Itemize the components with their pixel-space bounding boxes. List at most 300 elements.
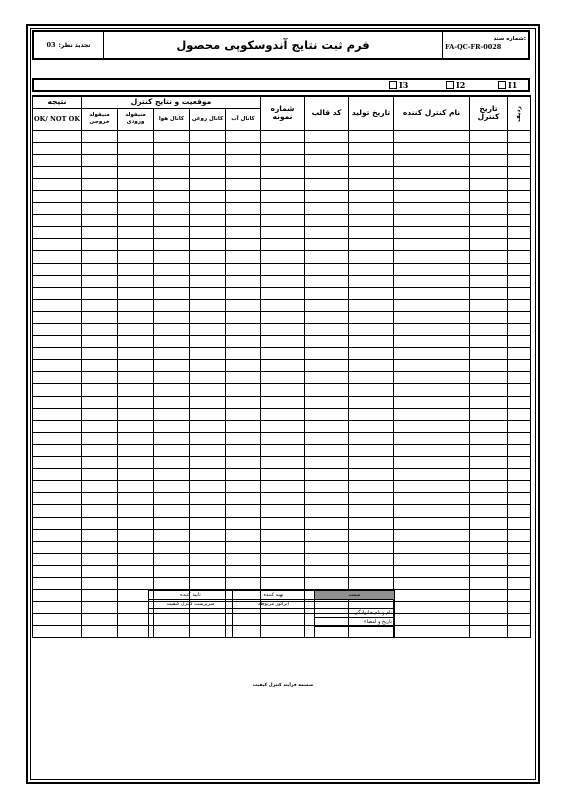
- table-cell[interactable]: [154, 481, 190, 493]
- table-cell[interactable]: [470, 577, 508, 589]
- table-cell[interactable]: [305, 481, 349, 493]
- table-cell[interactable]: [154, 432, 190, 444]
- table-cell[interactable]: [190, 432, 226, 444]
- table-cell[interactable]: [118, 444, 154, 456]
- table-cell[interactable]: [190, 203, 226, 215]
- table-cell[interactable]: [82, 190, 118, 202]
- table-cell[interactable]: [349, 420, 394, 432]
- table-cell[interactable]: [82, 602, 118, 614]
- table-cell[interactable]: [33, 239, 82, 251]
- table-cell[interactable]: [190, 227, 226, 239]
- table-cell[interactable]: [154, 203, 190, 215]
- table-cell[interactable]: [226, 408, 261, 420]
- table-cell[interactable]: [261, 166, 305, 178]
- table-cell[interactable]: [394, 517, 470, 529]
- table-cell[interactable]: [261, 142, 305, 154]
- table-cell[interactable]: [508, 166, 531, 178]
- table-cell[interactable]: [305, 142, 349, 154]
- table-cell[interactable]: [154, 408, 190, 420]
- table-cell[interactable]: [394, 154, 470, 166]
- table-cell[interactable]: [33, 227, 82, 239]
- table-cell[interactable]: [226, 444, 261, 456]
- table-cell[interactable]: [226, 432, 261, 444]
- table-cell[interactable]: [190, 408, 226, 420]
- table-cell[interactable]: [305, 130, 349, 142]
- table-cell[interactable]: [470, 142, 508, 154]
- table-cell[interactable]: [190, 275, 226, 287]
- table-cell[interactable]: [470, 432, 508, 444]
- table-cell[interactable]: [33, 287, 82, 299]
- table-cell[interactable]: [305, 324, 349, 336]
- table-cell[interactable]: [305, 505, 349, 517]
- table-cell[interactable]: [305, 263, 349, 275]
- table-cell[interactable]: [118, 408, 154, 420]
- table-cell[interactable]: [305, 577, 349, 589]
- table-cell[interactable]: [33, 396, 82, 408]
- table-cell[interactable]: [394, 444, 470, 456]
- table-cell[interactable]: [349, 227, 394, 239]
- table-cell[interactable]: [154, 142, 190, 154]
- table-cell[interactable]: [261, 311, 305, 323]
- table-cell[interactable]: [470, 203, 508, 215]
- table-cell[interactable]: [190, 336, 226, 348]
- table-cell[interactable]: [470, 263, 508, 275]
- table-cell[interactable]: [226, 577, 261, 589]
- table-cell[interactable]: [82, 529, 118, 541]
- table-cell[interactable]: [508, 130, 531, 142]
- table-cell[interactable]: [82, 481, 118, 493]
- table-cell[interactable]: [190, 396, 226, 408]
- table-cell[interactable]: [261, 190, 305, 202]
- table-cell[interactable]: [394, 481, 470, 493]
- table-cell[interactable]: [118, 469, 154, 481]
- table-cell[interactable]: [349, 529, 394, 541]
- table-cell[interactable]: [305, 239, 349, 251]
- table-cell[interactable]: [508, 203, 531, 215]
- table-cell[interactable]: [118, 311, 154, 323]
- table-cell[interactable]: [470, 299, 508, 311]
- table-cell[interactable]: [33, 215, 82, 227]
- table-cell[interactable]: [190, 142, 226, 154]
- table-cell[interactable]: [394, 614, 470, 626]
- table-cell[interactable]: [118, 227, 154, 239]
- table-cell[interactable]: [154, 420, 190, 432]
- table-cell[interactable]: [349, 360, 394, 372]
- table-cell[interactable]: [33, 348, 82, 360]
- table-cell[interactable]: [261, 299, 305, 311]
- table-cell[interactable]: [154, 275, 190, 287]
- table-cell[interactable]: [154, 529, 190, 541]
- table-cell[interactable]: [305, 166, 349, 178]
- table-cell[interactable]: [82, 251, 118, 263]
- table-cell[interactable]: [508, 239, 531, 251]
- table-cell[interactable]: [305, 457, 349, 469]
- table-cell[interactable]: [118, 432, 154, 444]
- table-cell[interactable]: [118, 348, 154, 360]
- table-cell[interactable]: [82, 517, 118, 529]
- table-cell[interactable]: [118, 299, 154, 311]
- table-cell[interactable]: [349, 251, 394, 263]
- table-cell[interactable]: [33, 299, 82, 311]
- table-cell[interactable]: [82, 348, 118, 360]
- table-cell[interactable]: [394, 360, 470, 372]
- table-cell[interactable]: [190, 457, 226, 469]
- table-cell[interactable]: [508, 348, 531, 360]
- table-cell[interactable]: [154, 541, 190, 553]
- table-cell[interactable]: [82, 505, 118, 517]
- table-cell[interactable]: [394, 251, 470, 263]
- table-cell[interactable]: [394, 287, 470, 299]
- table-cell[interactable]: [118, 481, 154, 493]
- table-cell[interactable]: [349, 481, 394, 493]
- table-cell[interactable]: [190, 384, 226, 396]
- table-cell[interactable]: [394, 142, 470, 154]
- table-cell[interactable]: [33, 130, 82, 142]
- table-cell[interactable]: [261, 203, 305, 215]
- table-cell[interactable]: [82, 432, 118, 444]
- table-cell[interactable]: [394, 590, 470, 602]
- table-cell[interactable]: [394, 336, 470, 348]
- table-cell[interactable]: [470, 336, 508, 348]
- table-cell[interactable]: [508, 626, 531, 638]
- table-cell[interactable]: [470, 614, 508, 626]
- table-cell[interactable]: [508, 553, 531, 565]
- table-cell[interactable]: [33, 432, 82, 444]
- table-cell[interactable]: [394, 299, 470, 311]
- table-cell[interactable]: [33, 541, 82, 553]
- table-cell[interactable]: [154, 493, 190, 505]
- table-cell[interactable]: [508, 408, 531, 420]
- table-cell[interactable]: [305, 215, 349, 227]
- table-cell[interactable]: [226, 203, 261, 215]
- table-cell[interactable]: [394, 529, 470, 541]
- table-cell[interactable]: [154, 457, 190, 469]
- table-cell[interactable]: [305, 190, 349, 202]
- table-cell[interactable]: [508, 384, 531, 396]
- table-cell[interactable]: [82, 457, 118, 469]
- table-cell[interactable]: [33, 203, 82, 215]
- table-cell[interactable]: [261, 469, 305, 481]
- checkbox-i3[interactable]: [389, 81, 397, 89]
- table-cell[interactable]: [261, 396, 305, 408]
- table-cell[interactable]: [508, 275, 531, 287]
- table-cell[interactable]: [118, 287, 154, 299]
- table-cell[interactable]: [118, 505, 154, 517]
- table-cell[interactable]: [33, 311, 82, 323]
- table-cell[interactable]: [226, 493, 261, 505]
- table-cell[interactable]: [261, 505, 305, 517]
- table-cell[interactable]: [226, 420, 261, 432]
- table-cell[interactable]: [33, 590, 82, 602]
- table-cell[interactable]: [508, 481, 531, 493]
- table-cell[interactable]: [154, 154, 190, 166]
- table-cell[interactable]: [190, 565, 226, 577]
- table-cell[interactable]: [508, 469, 531, 481]
- table-cell[interactable]: [305, 251, 349, 263]
- table-cell[interactable]: [394, 493, 470, 505]
- table-cell[interactable]: [226, 239, 261, 251]
- table-cell[interactable]: [261, 517, 305, 529]
- table-cell[interactable]: [508, 142, 531, 154]
- table-cell[interactable]: [190, 493, 226, 505]
- table-cell[interactable]: [305, 287, 349, 299]
- table-cell[interactable]: [261, 336, 305, 348]
- table-cell[interactable]: [261, 529, 305, 541]
- table-cell[interactable]: [154, 130, 190, 142]
- table-cell[interactable]: [118, 384, 154, 396]
- table-cell[interactable]: [190, 154, 226, 166]
- table-cell[interactable]: [470, 457, 508, 469]
- table-cell[interactable]: [226, 529, 261, 541]
- table-cell[interactable]: [33, 336, 82, 348]
- table-cell[interactable]: [470, 469, 508, 481]
- table-cell[interactable]: [349, 336, 394, 348]
- table-cell[interactable]: [226, 553, 261, 565]
- table-cell[interactable]: [349, 263, 394, 275]
- table-cell[interactable]: [190, 469, 226, 481]
- table-cell[interactable]: [508, 444, 531, 456]
- table-cell[interactable]: [394, 166, 470, 178]
- table-cell[interactable]: [226, 154, 261, 166]
- table-cell[interactable]: [394, 203, 470, 215]
- table-cell[interactable]: [508, 372, 531, 384]
- table-cell[interactable]: [394, 553, 470, 565]
- table-cell[interactable]: [508, 457, 531, 469]
- table-cell[interactable]: [508, 602, 531, 614]
- table-cell[interactable]: [190, 348, 226, 360]
- table-cell[interactable]: [305, 565, 349, 577]
- table-cell[interactable]: [261, 408, 305, 420]
- table-cell[interactable]: [190, 372, 226, 384]
- table-cell[interactable]: [508, 565, 531, 577]
- table-cell[interactable]: [226, 384, 261, 396]
- table-cell[interactable]: [305, 432, 349, 444]
- table-cell[interactable]: [226, 251, 261, 263]
- table-cell[interactable]: [118, 239, 154, 251]
- table-cell[interactable]: [33, 360, 82, 372]
- table-cell[interactable]: [33, 457, 82, 469]
- table-cell[interactable]: [118, 251, 154, 263]
- table-cell[interactable]: [118, 541, 154, 553]
- table-cell[interactable]: [154, 178, 190, 190]
- table-cell[interactable]: [349, 372, 394, 384]
- table-cell[interactable]: [394, 602, 470, 614]
- table-cell[interactable]: [190, 239, 226, 251]
- table-cell[interactable]: [226, 130, 261, 142]
- table-cell[interactable]: [261, 324, 305, 336]
- table-cell[interactable]: [394, 130, 470, 142]
- table-cell[interactable]: [349, 505, 394, 517]
- table-cell[interactable]: [82, 444, 118, 456]
- table-cell[interactable]: [470, 505, 508, 517]
- sig-approved-name[interactable]: [149, 609, 233, 638]
- table-cell[interactable]: [394, 469, 470, 481]
- table-cell[interactable]: [305, 227, 349, 239]
- line-option-i1[interactable]: [498, 80, 517, 90]
- table-cell[interactable]: [305, 553, 349, 565]
- table-cell[interactable]: [261, 287, 305, 299]
- table-cell[interactable]: [33, 493, 82, 505]
- table-cell[interactable]: [190, 541, 226, 553]
- table-cell[interactable]: [261, 348, 305, 360]
- table-cell[interactable]: [470, 444, 508, 456]
- table-cell[interactable]: [305, 311, 349, 323]
- table-cell[interactable]: [470, 384, 508, 396]
- table-cell[interactable]: [394, 372, 470, 384]
- table-cell[interactable]: [508, 324, 531, 336]
- table-cell[interactable]: [190, 529, 226, 541]
- table-cell[interactable]: [470, 166, 508, 178]
- table-cell[interactable]: [82, 590, 118, 602]
- table-cell[interactable]: [261, 275, 305, 287]
- table-cell[interactable]: [154, 577, 190, 589]
- table-cell[interactable]: [349, 287, 394, 299]
- table-cell[interactable]: [82, 541, 118, 553]
- table-cell[interactable]: [82, 130, 118, 142]
- table-cell[interactable]: [118, 178, 154, 190]
- table-cell[interactable]: [226, 263, 261, 275]
- table-cell[interactable]: [349, 577, 394, 589]
- table-cell[interactable]: [470, 420, 508, 432]
- table-cell[interactable]: [154, 311, 190, 323]
- table-cell[interactable]: [261, 227, 305, 239]
- table-cell[interactable]: [305, 336, 349, 348]
- table-cell[interactable]: [394, 577, 470, 589]
- table-cell[interactable]: [261, 420, 305, 432]
- table-cell[interactable]: [470, 493, 508, 505]
- table-cell[interactable]: [508, 590, 531, 602]
- table-cell[interactable]: [154, 227, 190, 239]
- table-cell[interactable]: [508, 505, 531, 517]
- table-cell[interactable]: [33, 142, 82, 154]
- table-cell[interactable]: [154, 190, 190, 202]
- table-cell[interactable]: [305, 360, 349, 372]
- table-cell[interactable]: [33, 469, 82, 481]
- table-cell[interactable]: [82, 227, 118, 239]
- table-cell[interactable]: [190, 215, 226, 227]
- table-cell[interactable]: [190, 299, 226, 311]
- table-cell[interactable]: [349, 190, 394, 202]
- table-cell[interactable]: [118, 190, 154, 202]
- table-cell[interactable]: [118, 517, 154, 529]
- table-cell[interactable]: [349, 384, 394, 396]
- table-cell[interactable]: [305, 493, 349, 505]
- table-cell[interactable]: [349, 311, 394, 323]
- table-cell[interactable]: [470, 287, 508, 299]
- table-cell[interactable]: [154, 299, 190, 311]
- table-cell[interactable]: [82, 275, 118, 287]
- table-cell[interactable]: [349, 493, 394, 505]
- table-cell[interactable]: [261, 360, 305, 372]
- table-cell[interactable]: [226, 541, 261, 553]
- table-cell[interactable]: [118, 154, 154, 166]
- table-cell[interactable]: [118, 142, 154, 154]
- table-cell[interactable]: [508, 251, 531, 263]
- table-cell[interactable]: [190, 481, 226, 493]
- table-cell[interactable]: [470, 215, 508, 227]
- table-cell[interactable]: [261, 457, 305, 469]
- table-cell[interactable]: [33, 553, 82, 565]
- table-cell[interactable]: [394, 275, 470, 287]
- table-cell[interactable]: [349, 457, 394, 469]
- table-cell[interactable]: [154, 396, 190, 408]
- table-cell[interactable]: [33, 529, 82, 541]
- table-cell[interactable]: [190, 287, 226, 299]
- table-cell[interactable]: [394, 626, 470, 638]
- table-cell[interactable]: [349, 517, 394, 529]
- table-cell[interactable]: [190, 263, 226, 275]
- table-cell[interactable]: [508, 614, 531, 626]
- table-cell[interactable]: [118, 336, 154, 348]
- table-cell[interactable]: [261, 372, 305, 384]
- table-cell[interactable]: [349, 408, 394, 420]
- table-cell[interactable]: [190, 324, 226, 336]
- table-cell[interactable]: [226, 360, 261, 372]
- table-cell[interactable]: [349, 444, 394, 456]
- table-cell[interactable]: [261, 239, 305, 251]
- table-cell[interactable]: [470, 565, 508, 577]
- table-cell[interactable]: [394, 324, 470, 336]
- table-cell[interactable]: [154, 287, 190, 299]
- table-cell[interactable]: [226, 517, 261, 529]
- table-cell[interactable]: [226, 287, 261, 299]
- table-cell[interactable]: [82, 396, 118, 408]
- table-cell[interactable]: [226, 396, 261, 408]
- table-cell[interactable]: [349, 469, 394, 481]
- checkbox-i1[interactable]: [498, 81, 506, 89]
- table-cell[interactable]: [508, 227, 531, 239]
- table-cell[interactable]: [394, 396, 470, 408]
- table-cell[interactable]: [508, 360, 531, 372]
- table-cell[interactable]: [470, 154, 508, 166]
- table-cell[interactable]: [118, 130, 154, 142]
- table-cell[interactable]: [33, 372, 82, 384]
- table-cell[interactable]: [118, 166, 154, 178]
- table-cell[interactable]: [33, 444, 82, 456]
- table-cell[interactable]: [508, 396, 531, 408]
- table-cell[interactable]: [154, 360, 190, 372]
- table-cell[interactable]: [226, 275, 261, 287]
- table-cell[interactable]: [154, 166, 190, 178]
- table-cell[interactable]: [82, 372, 118, 384]
- table-cell[interactable]: [508, 336, 531, 348]
- table-cell[interactable]: [33, 178, 82, 190]
- table-cell[interactable]: [154, 384, 190, 396]
- table-cell[interactable]: [226, 299, 261, 311]
- table-cell[interactable]: [470, 190, 508, 202]
- table-cell[interactable]: [226, 457, 261, 469]
- table-cell[interactable]: [261, 432, 305, 444]
- table-cell[interactable]: [190, 360, 226, 372]
- table-cell[interactable]: [470, 553, 508, 565]
- table-cell[interactable]: [394, 565, 470, 577]
- table-cell[interactable]: [394, 408, 470, 420]
- table-cell[interactable]: [154, 469, 190, 481]
- table-cell[interactable]: [470, 311, 508, 323]
- table-cell[interactable]: [349, 203, 394, 215]
- table-cell[interactable]: [226, 336, 261, 348]
- table-cell[interactable]: [470, 408, 508, 420]
- table-cell[interactable]: [33, 154, 82, 166]
- table-cell[interactable]: [261, 577, 305, 589]
- table-cell[interactable]: [470, 360, 508, 372]
- table-cell[interactable]: [82, 420, 118, 432]
- table-cell[interactable]: [305, 299, 349, 311]
- table-cell[interactable]: [508, 154, 531, 166]
- table-cell[interactable]: [394, 190, 470, 202]
- table-cell[interactable]: [226, 481, 261, 493]
- table-cell[interactable]: [470, 517, 508, 529]
